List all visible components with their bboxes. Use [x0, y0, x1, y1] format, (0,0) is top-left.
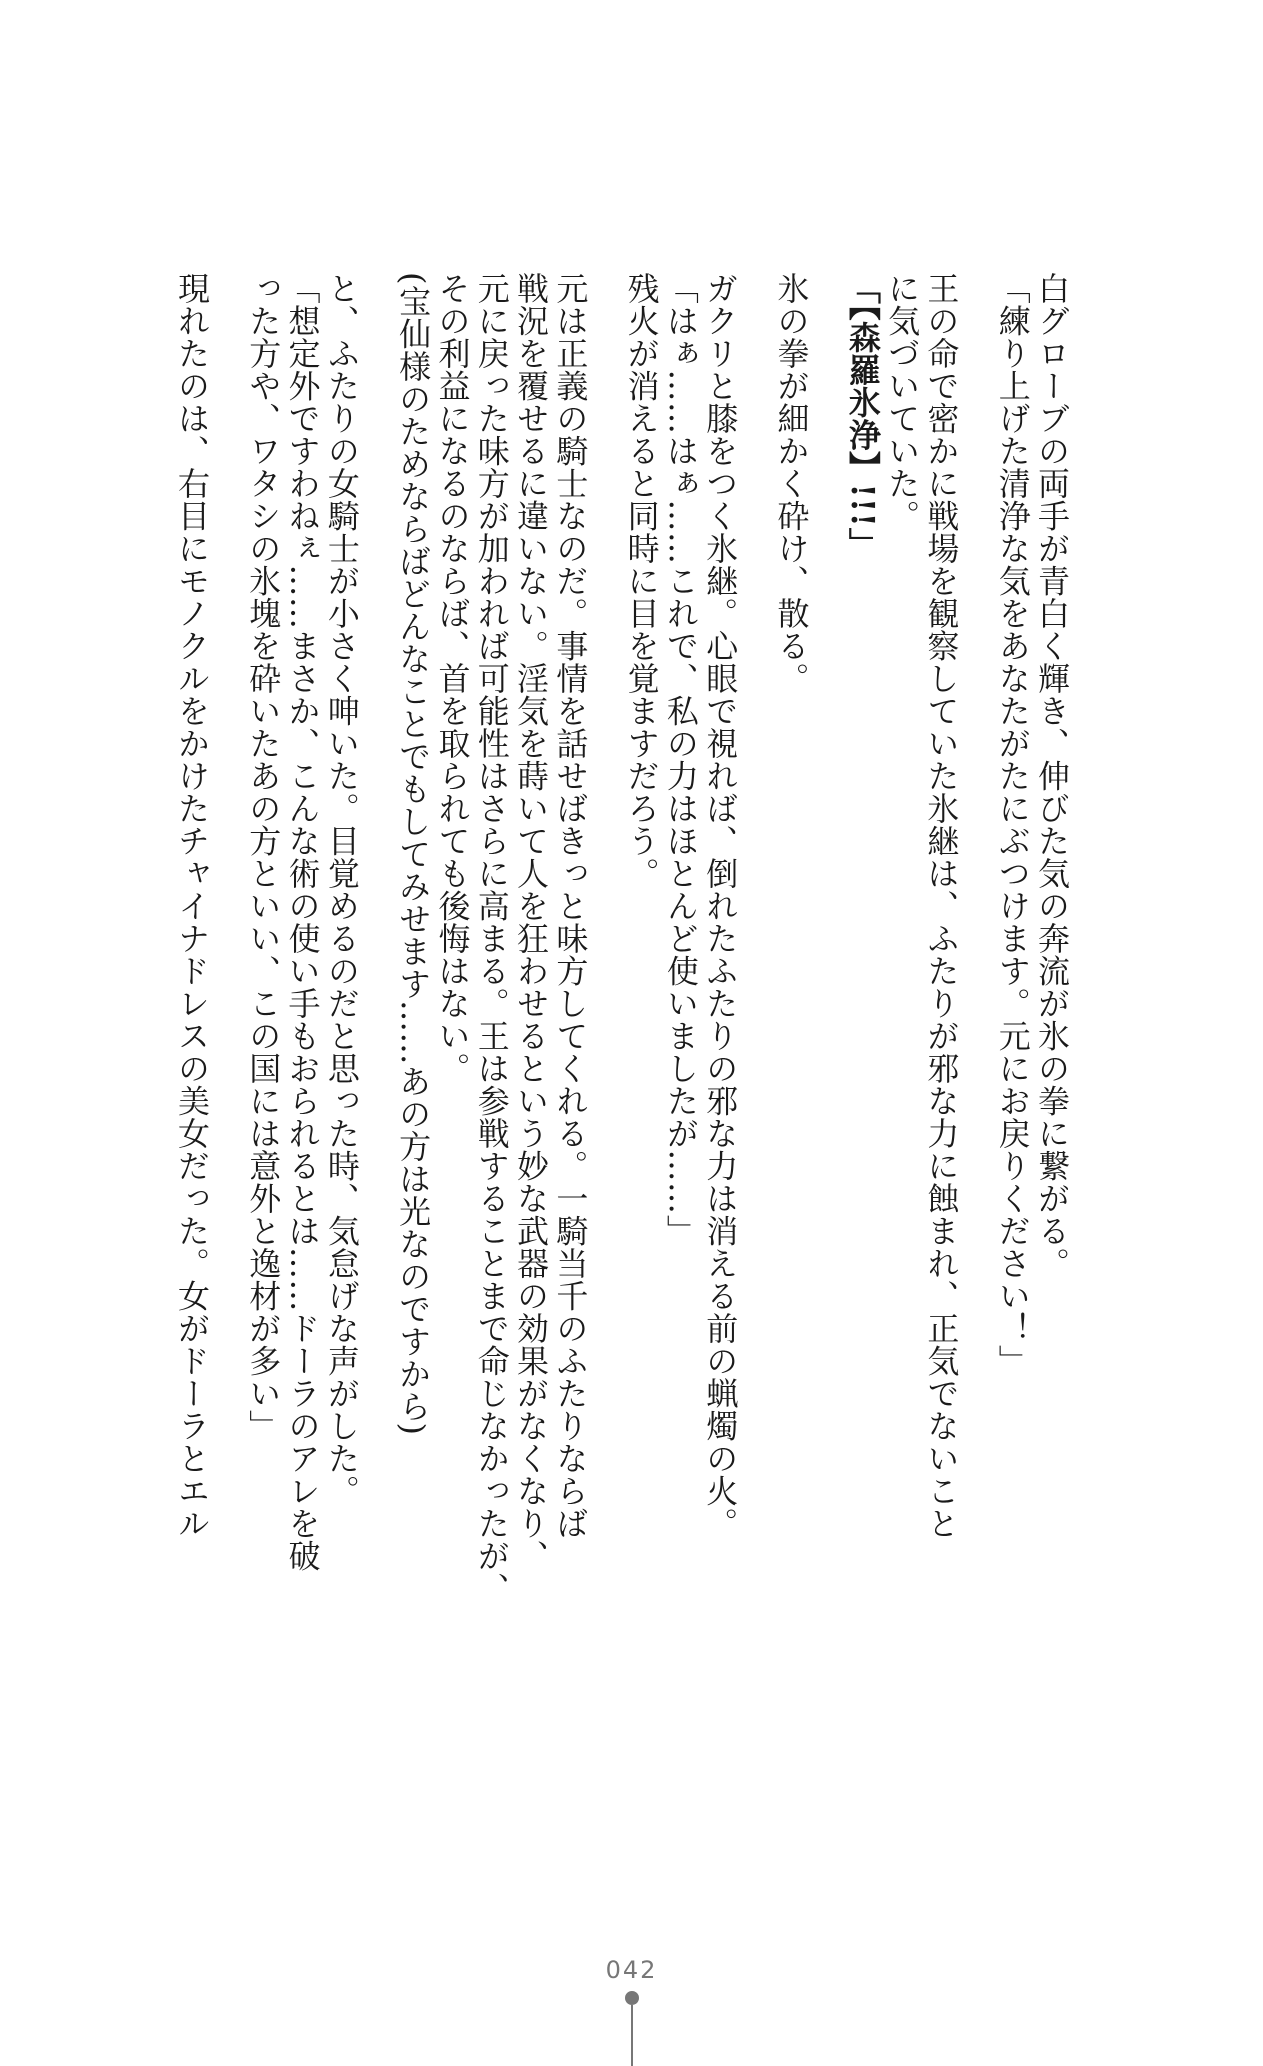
text-line: 「想定外ですわねぇ……まさか、こんな術の使い手もおられるとは……ドーラのアレを破 [283, 272, 322, 1572]
text-line: ガクリと膝をつく氷継。心眼で視れば、倒れたふたりの邪な力は消える前の蝋燭の火。 [701, 272, 740, 1540]
page-marker-dot [625, 1991, 639, 2005]
page-number: 042 [605, 1956, 658, 1984]
text-line: 「【森羅氷浄】!!!」 [843, 272, 882, 560]
page-marker-line [631, 2005, 633, 2066]
text-line: 戦況を覆せるに違いない。淫気を蒔いて人を狂わせるという妙な武器の効果がなくなり、 [512, 272, 551, 1572]
text-line: 元は正義の騎士なのだ。事情を話せばきっと味方してくれる。一騎当千のふたりならば [551, 272, 590, 1540]
text-line: 元に戻った味方が加われば可能性はさらに高まる。王は参戦することまで命じなかったが、 [472, 272, 511, 1605]
text-line: 白グローブの両手が青白く輝き、伸びた気の奔流が氷の拳に繋がる。 [1033, 272, 1071, 1280]
text-line: 王の命で密かに戦場を観察していた氷継は、ふたりが邪な力に蝕まれ、正気でないこと [922, 272, 961, 1540]
text-line: 現れたのは、右目にモノクルをかけたチャイナドレスの美女だった。女がドーラとエル [172, 272, 211, 1540]
text-line: に気づいていた。 [883, 272, 922, 532]
text-line: 「練り上げた清浄な気をあなたがたにぶつけます。元にお戻りください！」 [993, 272, 1032, 1377]
text-line: 残火が消えると同時に目を覚ますだろう。 [622, 272, 661, 890]
text-line: った方や、ワタシの氷塊を砕いたあの方といい、この国には意外と逸材が多い」 [244, 272, 283, 1442]
text-line: (宝仙様のためならばどんなことでもしてみせます……あの方は光なのですから) [394, 272, 433, 1436]
text-line: その利益になるのならば、首を取られても後悔はない。 [433, 272, 472, 1085]
text-line: 氷の拳が細かく砕け、散る。 [772, 272, 811, 695]
body-text [172, 272, 1103, 1692]
text-line: と、ふたりの女騎士が小さく呻いた。目覚めるのだと思った時、気怠げな声がした。 [322, 272, 361, 1507]
text-line: 「はぁ……はぁ……これで、私の力はほとんど使いましたが……」 [661, 272, 700, 1247]
